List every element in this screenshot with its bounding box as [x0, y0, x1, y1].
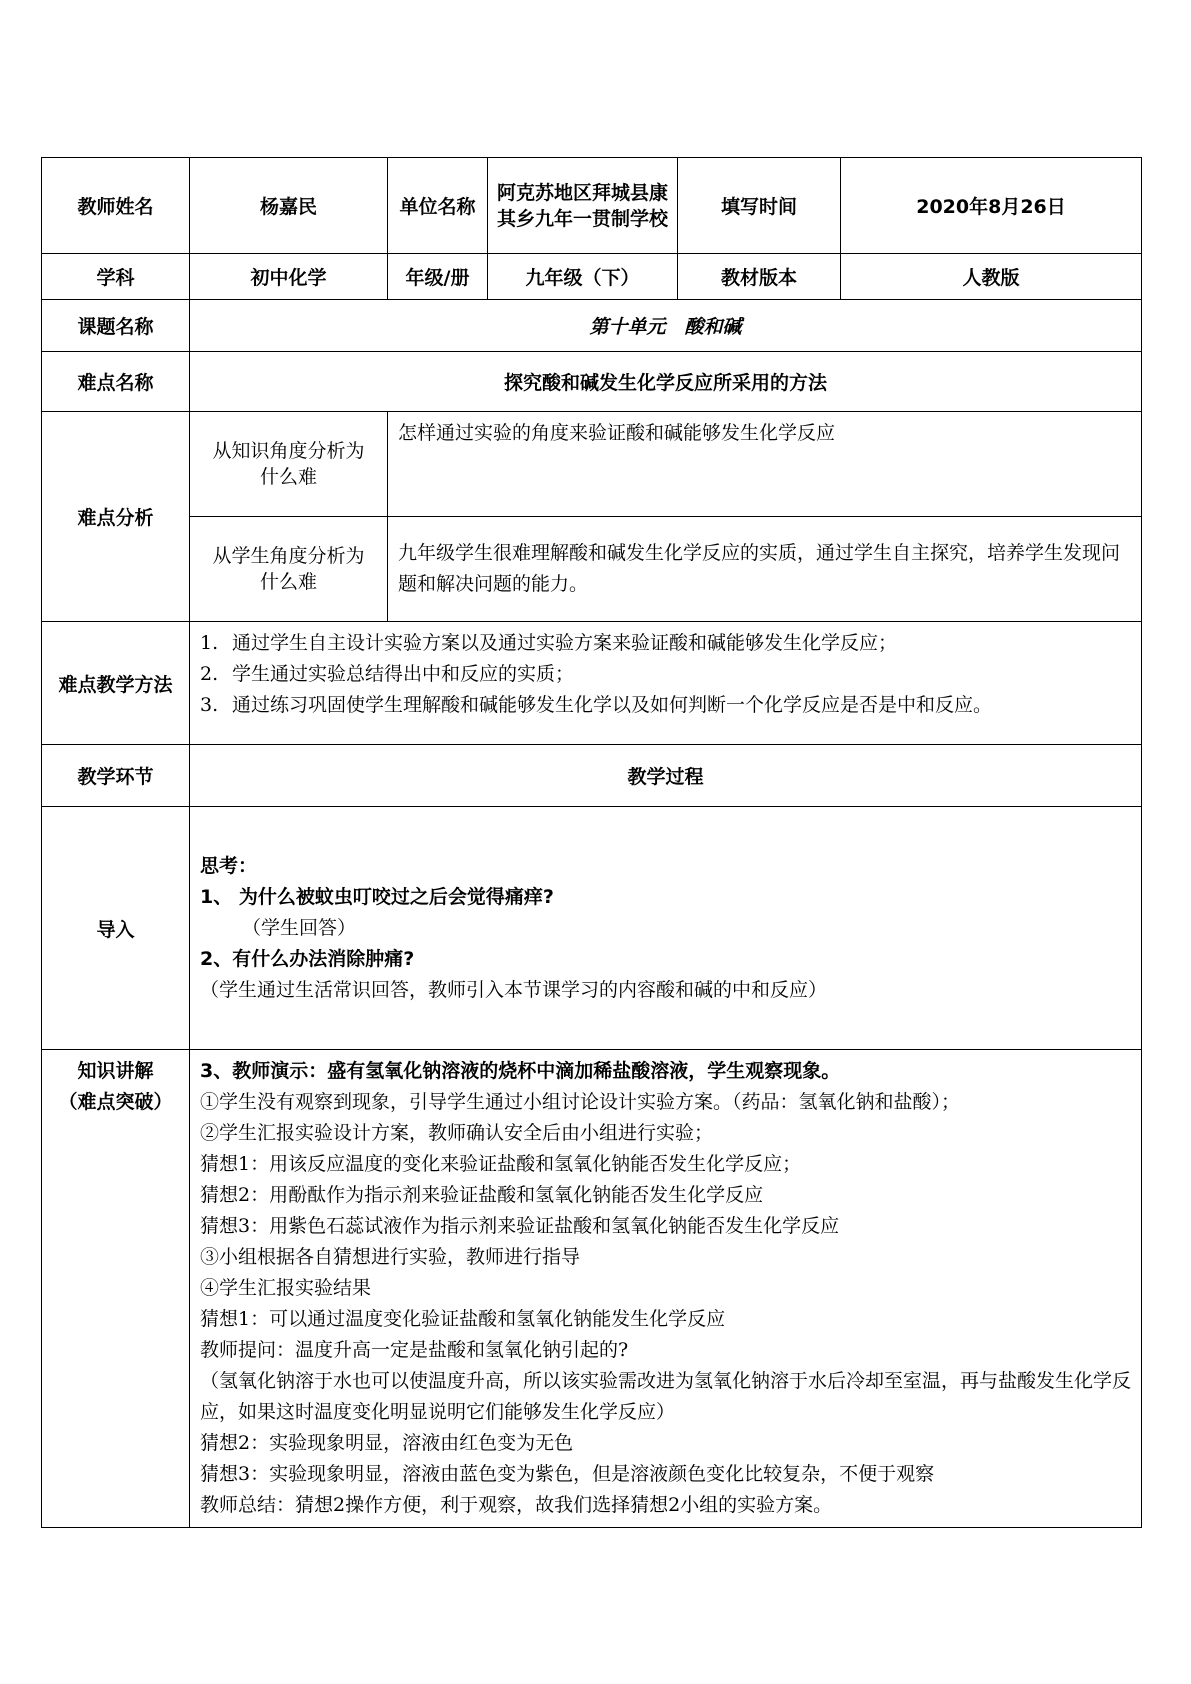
methods-item-number: 2.: [200, 663, 219, 685]
knowledge-label: 从知识角度分析为什么难: [190, 412, 388, 517]
intro-think: 思考：: [200, 854, 258, 877]
topic-label: 课题名称: [42, 300, 190, 352]
methods-item-number: 3.: [200, 694, 219, 716]
methods-item-text: 学生通过实验总结得出中和反应的实质；: [232, 663, 575, 685]
grade-label: 年级/册: [388, 254, 488, 300]
topic-value: 第十单元 酸和碱: [190, 300, 1142, 352]
difficulty-label: 难点名称: [42, 352, 190, 412]
lecture-line: 猜想1：用该反应温度的变化来验证盐酸和氢氧化钠能否发生化学反应；: [200, 1153, 802, 1175]
methods-label: 难点教学方法: [42, 622, 190, 745]
lecture-content: [190, 1050, 1142, 1528]
process-header-row: [42, 745, 1142, 807]
methods-item: [200, 628, 1131, 659]
lesson-plan-table: [41, 157, 1142, 1528]
unit-value: 阿克苏地区拜城县康其乡九年一贯制学校: [488, 158, 678, 254]
topic-row: [42, 300, 1142, 352]
edition-value: 人教版: [841, 254, 1142, 300]
lecture-heading: 3、教师演示：盛有氢氧化钠溶液的烧杯中滴加稀盐酸溶液，学生观察现象。: [200, 1060, 841, 1082]
intro-content: [190, 807, 1142, 1050]
date-value: 2020年8月26日: [841, 158, 1142, 254]
intro-row: [42, 807, 1142, 1050]
methods-item: [200, 690, 1131, 721]
methods-item-text: 通过练习巩固使学生理解酸和碱能够发生化学以及如何判断一个化学反应是否是中和反应。: [232, 694, 993, 716]
methods-item: [200, 659, 1131, 690]
lecture-line: ③小组根据各自猜想进行实验，教师进行指导: [200, 1246, 581, 1268]
lecture-label-line-1: 知识讲解: [77, 1060, 154, 1082]
analysis-row-student: [42, 517, 1142, 622]
lecture-line: 猜想2：实验现象明显，溶液由红色变为无色: [200, 1432, 574, 1454]
lecture-line: ④学生汇报实验结果: [200, 1277, 372, 1299]
lecture-line: 猜想2：用酚酞作为指示剂来验证盐酸和氢氧化钠能否发生化学反应: [200, 1184, 764, 1206]
lecture-line: 猜想3：实验现象明显，溶液由蓝色变为紫色，但是溶液颜色变化比较复杂，不便于观察: [200, 1463, 935, 1485]
lecture-label-line-2: （难点突破）: [58, 1091, 173, 1113]
intro-question-2: 2、有什么办法消除肿痛?: [200, 947, 415, 970]
stage-label: 教学环节: [42, 745, 190, 807]
subject-label: 学科: [42, 254, 190, 300]
lecture-line: 教师提问：温度升高一定是盐酸和氢氧化钠引起的?: [200, 1339, 629, 1361]
teacher-label: 教师姓名: [42, 158, 190, 254]
difficulty-row: [42, 352, 1142, 412]
student-text: 九年级学生很难理解酸和碱发生化学反应的实质，通过学生自主探究，培养学生发现问题和解决问题的能力。: [388, 517, 1142, 622]
analysis-label: 难点分析: [42, 412, 190, 622]
difficulty-value: 探究酸和碱发生化学反应所采用的方法: [190, 352, 1142, 412]
methods-content: [190, 622, 1142, 745]
process-label: 教学过程: [190, 745, 1142, 807]
analysis-row-knowledge: [42, 412, 1142, 517]
intro-answer-2: （学生通过生活常识回答，教师引入本节课学习的内容酸和碱的中和反应）: [200, 978, 828, 1001]
methods-row: [42, 622, 1142, 745]
knowledge-text: 怎样通过实验的角度来验证酸和碱能够发生化学反应: [388, 412, 1142, 517]
edition-label: 教材版本: [678, 254, 841, 300]
intro-question-1: 1、 为什么被蚊虫叮咬过之后会觉得痛痒?: [200, 885, 554, 908]
lecture-line: ②学生汇报实验设计方案，教师确认安全后由小组进行实验；: [200, 1122, 714, 1144]
lecture-line: （氢氧化钠溶于水也可以使温度升高，所以该实验需改进为氢氧化钠溶于水后冷却至室温，再与盐酸发生化学反应，如果这时温度变化明显说明它们能够发生化学反应）: [200, 1370, 1132, 1423]
header-row-2: [42, 254, 1142, 300]
subject-value: 初中化学: [190, 254, 388, 300]
intro-answer-1: （学生回答）: [242, 916, 357, 939]
teacher-value: 杨嘉民: [190, 158, 388, 254]
grade-value: 九年级（下）: [488, 254, 678, 300]
unit-label: 单位名称: [388, 158, 488, 254]
lecture-line: ①学生没有观察到现象，引导学生通过小组讨论设计实验方案。（药品：氢氧化钠和盐酸）；: [200, 1091, 961, 1113]
lecture-row: [42, 1050, 1142, 1528]
intro-label: 导入: [42, 807, 190, 1050]
methods-item-number: 1.: [200, 632, 219, 654]
methods-item-text: 通过学生自主设计实验方案以及通过实验方案来验证酸和碱能够发生化学反应；: [232, 632, 898, 654]
lecture-line: 猜想3：用紫色石蕊试液作为指示剂来验证盐酸和氢氧化钠能否发生化学反应: [200, 1215, 840, 1237]
lecture-line: 猜想1：可以通过温度变化验证盐酸和氢氧化钠能发生化学反应: [200, 1308, 726, 1330]
lecture-line: 教师总结：猜想2操作方便，利于观察，故我们选择猜想2小组的实验方案。: [200, 1494, 833, 1516]
methods-list: [200, 628, 1131, 721]
date-label: 填写时间: [678, 158, 841, 254]
header-row-1: [42, 158, 1142, 254]
student-label: 从学生角度分析为什么难: [190, 517, 388, 622]
lecture-label: [42, 1050, 190, 1528]
